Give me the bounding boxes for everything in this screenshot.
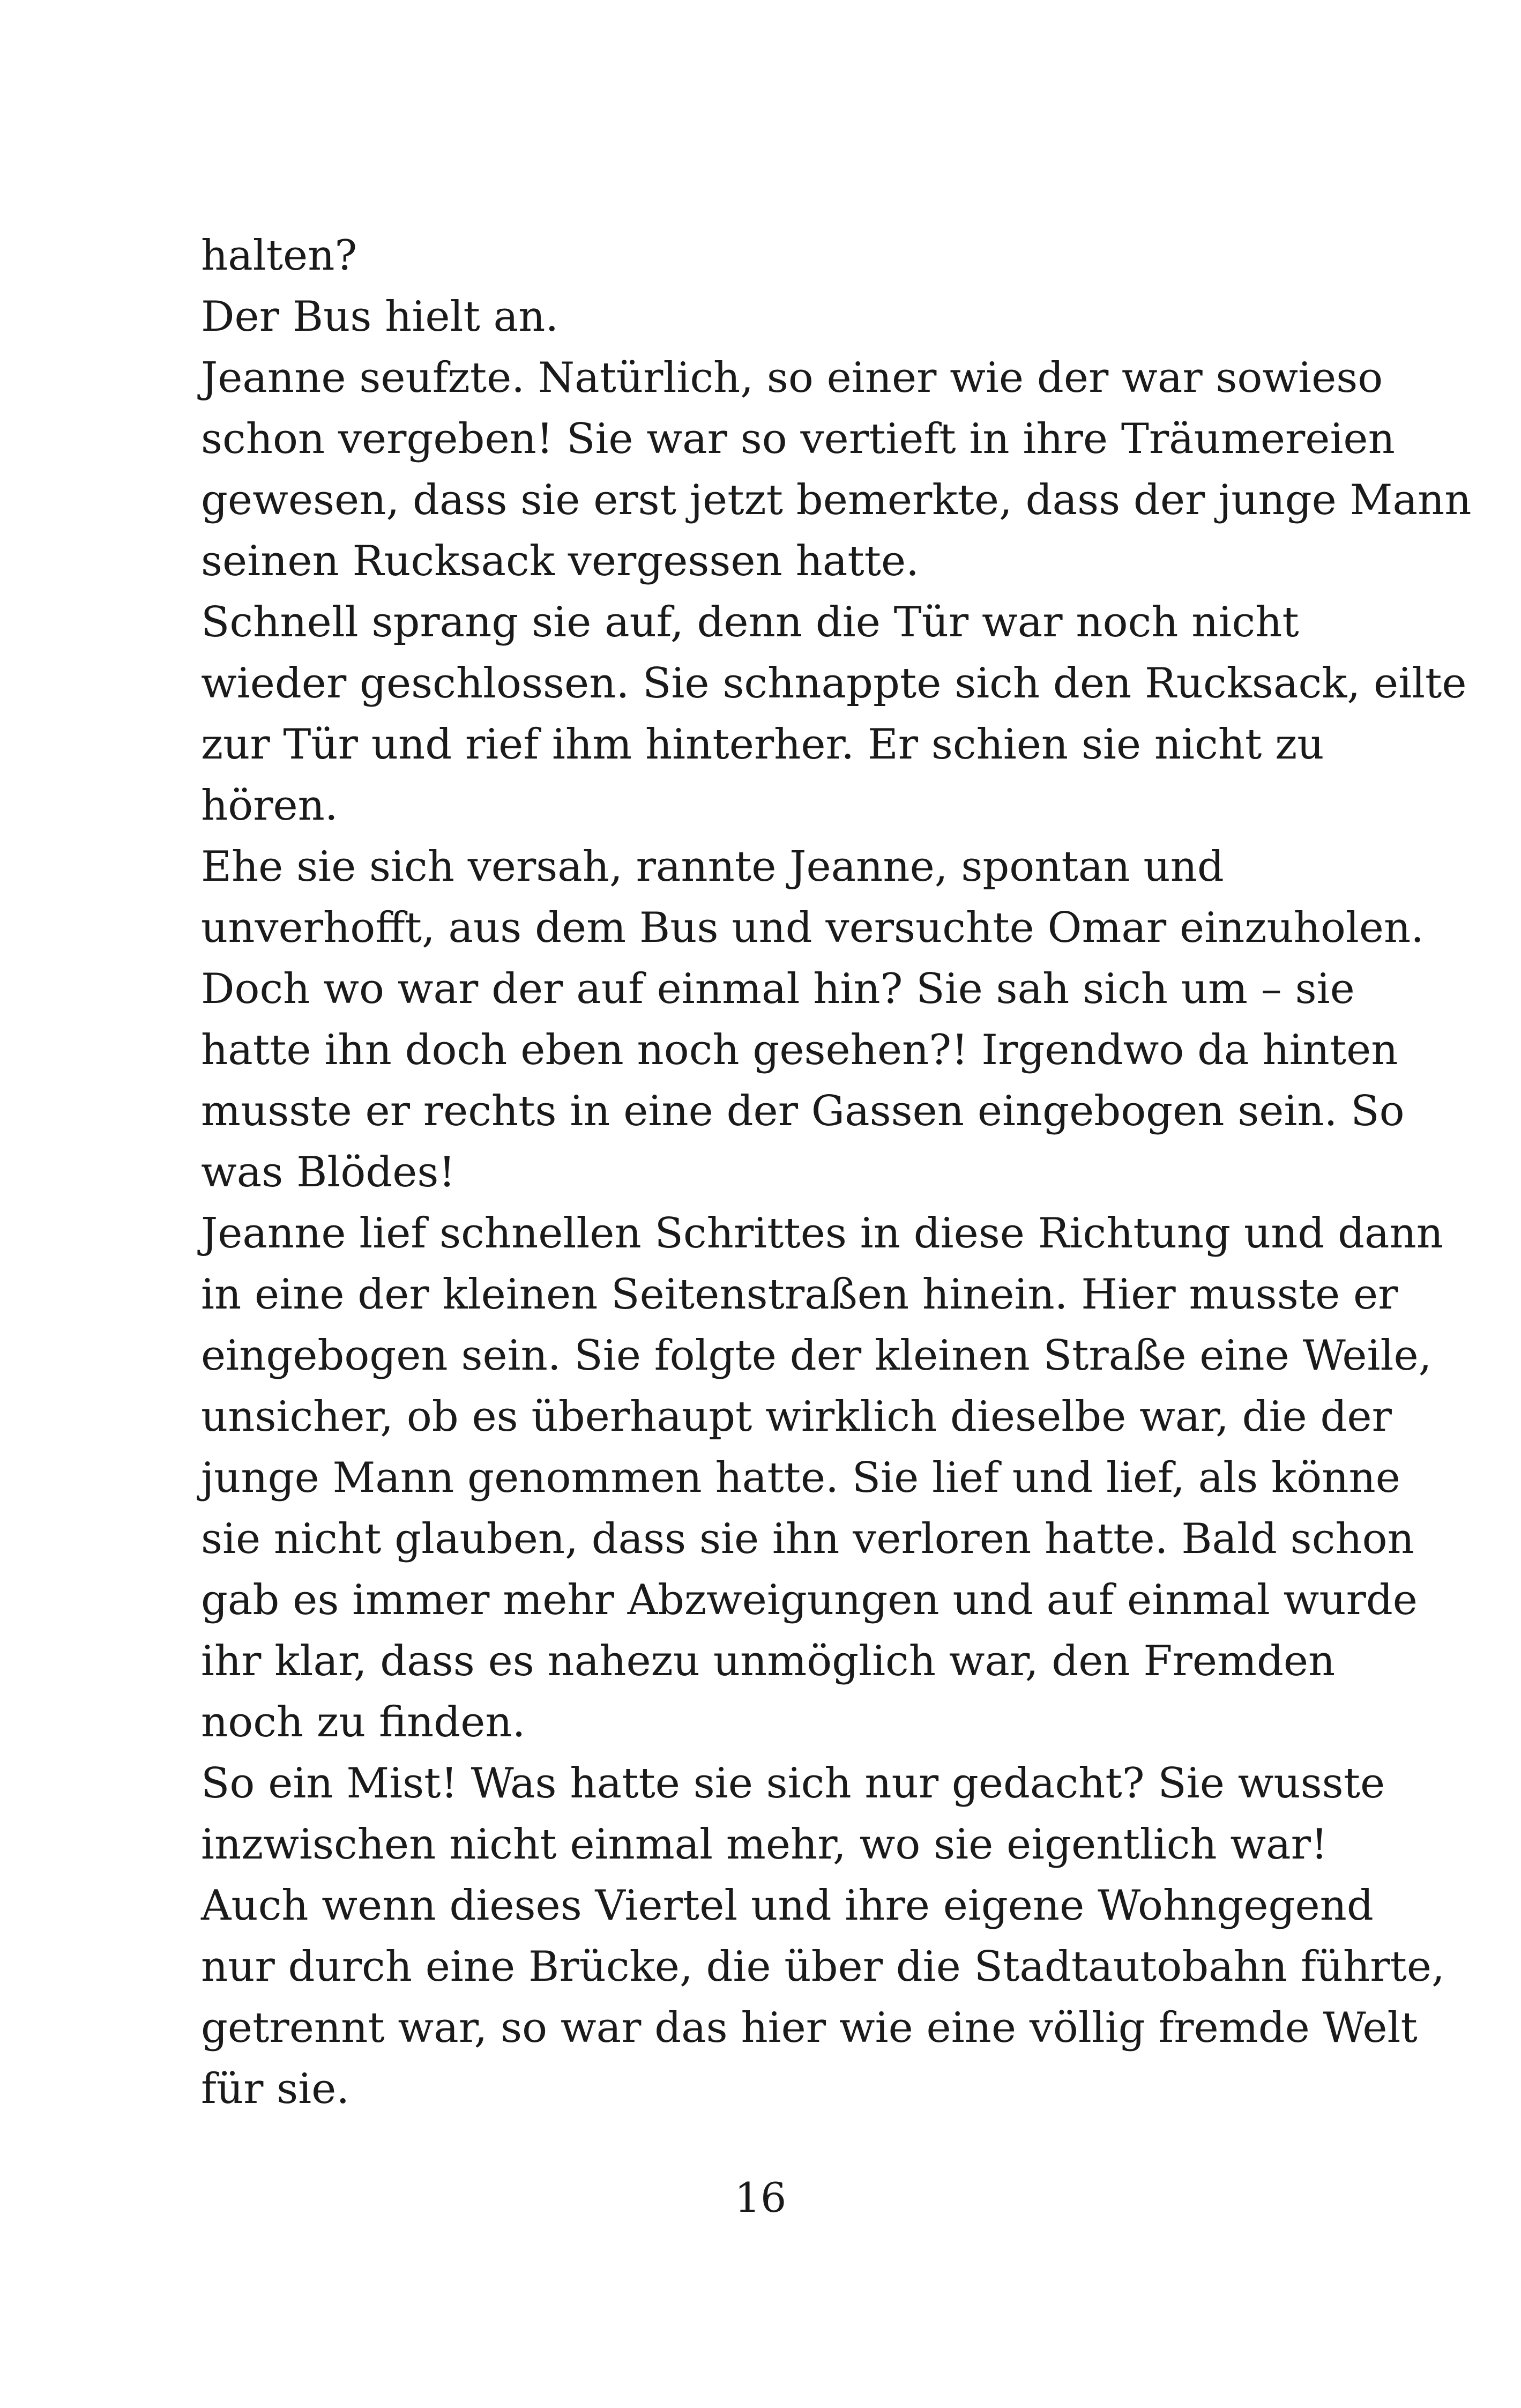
text-line: halten?	[201, 232, 357, 280]
text-line: eingebogen sein. Sie folgte der kleinen Straße eine Weile,	[201, 1332, 1432, 1380]
text-line: getrennt war, so war das hier wie eine völlig fremde Welt	[201, 2004, 1418, 2052]
text-line: sie nicht glauben, dass sie ihn verloren hatte. Bald schon	[201, 1515, 1414, 1563]
text-line: noch zu finden.	[201, 1698, 526, 1746]
text-line: Schnell sprang sie auf, denn die Tür war noch nicht	[201, 598, 1299, 646]
text-line: seinen Rucksack vergessen hatte.	[201, 537, 919, 585]
text-line: Doch wo war der auf einmal hin? Sie sah sich um – sie	[201, 965, 1355, 1013]
text-line: ihr klar, dass es nahezu unmöglich war, den Fremden	[201, 1637, 1336, 1685]
text-line: Der Bus hielt an.	[201, 293, 559, 341]
text-line: nur durch eine Brücke, die über die Stadtautobahn führte,	[201, 1943, 1445, 1991]
text-line: gab es immer mehr Abzweigungen und auf einmal wurde	[201, 1576, 1418, 1624]
text-line: unsicher, ob es überhaupt wirklich dieselbe war, die der	[201, 1393, 1392, 1441]
body-text	[201, 225, 1472, 2120]
text-line: Ehe sie sich versah, rannte Jeanne, spontan und	[201, 843, 1224, 891]
text-line: zur Tür und rief ihm hinterher. Er schien sie nicht zu	[201, 720, 1324, 769]
text-line: junge Mann genommen hatte. Sie lief und lief, als könne	[201, 1454, 1400, 1502]
text-line: wieder geschlossen. Sie schnappte sich den Rucksack, eilte	[201, 659, 1467, 708]
text-line: Jeanne lief schnellen Schrittes in diese Richtung und dann	[201, 1209, 1443, 1258]
text-line: So ein Mist! Was hatte sie sich nur gedacht? Sie wusste	[201, 1759, 1385, 1808]
text-line: für sie.	[201, 2065, 350, 2113]
text-line: gewesen, dass sie erst jetzt bemerkte, dass der junge Mann	[201, 476, 1472, 524]
text-line: in eine der kleinen Seitenstraßen hinein. Hier musste er	[201, 1270, 1398, 1319]
text-line: Jeanne seufzte. Natürlich, so einer wie der war sowieso	[201, 354, 1383, 402]
text-line: inzwischen nicht einmal mehr, wo sie eigentlich war!	[201, 1820, 1328, 1869]
text-line: musste er rechts in eine der Gassen eingebogen sein. So	[201, 1087, 1405, 1135]
page-number: 16	[734, 2174, 787, 2221]
text-line: unverhofft, aus dem Bus und versuchte Omar einzuholen.	[201, 904, 1424, 952]
text-line: schon vergeben! Sie war so vertieft in ihre Träumereien	[201, 415, 1395, 463]
text-line: was Blödes!	[201, 1148, 456, 1196]
text-line: Auch wenn dieses Viertel und ihre eigene Wohngegend	[201, 1882, 1374, 1930]
text-line: hören.	[201, 782, 338, 830]
text-line: hatte ihn doch eben noch gesehen?! Irgendwo da hinten	[201, 1026, 1398, 1074]
